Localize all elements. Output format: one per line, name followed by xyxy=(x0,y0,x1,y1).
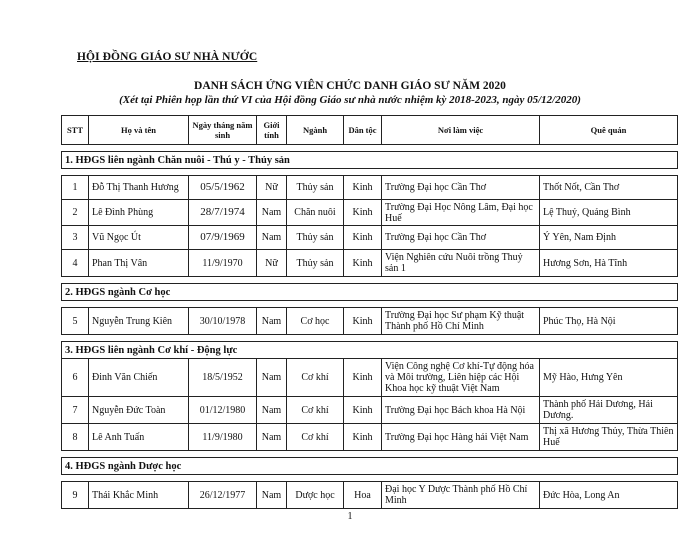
cell-workplace: Viện Nghiên cứu Nuôi trồng Thuỷ sản 1 xyxy=(382,250,540,277)
cell-name: Thái Khắc Minh xyxy=(89,482,189,509)
col-header-hometown: Quê quán xyxy=(540,116,678,145)
cell-field: Cơ khí xyxy=(287,359,344,397)
cell-dob: 05/5/1962 xyxy=(189,176,257,200)
cell-name: Phan Thị Vân xyxy=(89,250,189,277)
candidate-table xyxy=(61,115,678,509)
table-row xyxy=(62,308,678,335)
cell-sex: Nam xyxy=(257,359,287,397)
cell-dob: 30/10/1978 xyxy=(189,308,257,335)
cell-stt: 7 xyxy=(62,397,89,424)
cell-ethnic: Hoa xyxy=(344,482,382,509)
cell-ethnic: Kinh xyxy=(344,308,382,335)
section-title: 4. HĐGS ngành Dược học xyxy=(62,458,678,475)
cell-sex: Nam xyxy=(257,397,287,424)
cell-stt: 2 xyxy=(62,200,89,226)
cell-dob: 11/9/1980 xyxy=(189,424,257,451)
cell-stt: 4 xyxy=(62,250,89,277)
cell-hometown: Mỹ Hào, Hưng Yên xyxy=(540,359,678,397)
cell-hometown: Ý Yên, Nam Định xyxy=(540,226,678,250)
col-header-workplace: Nơi làm việc xyxy=(382,116,540,145)
cell-field: Dược học xyxy=(287,482,344,509)
cell-field: Cơ học xyxy=(287,308,344,335)
table-row xyxy=(62,250,678,277)
cell-sex: Nam xyxy=(257,424,287,451)
cell-name: Nguyễn Đức Toàn xyxy=(89,397,189,424)
document-subtitle: (Xét tại Phiên họp lần thứ VI của Hội đồng Giáo sư nhà nước nhiệm kỳ 2018-2023, ngày 05/12/2020) xyxy=(119,94,581,106)
cell-sex: Nam xyxy=(257,308,287,335)
cell-workplace: Trường Đại học Bách khoa Hà Nội xyxy=(382,397,540,424)
cell-stt: 5 xyxy=(62,308,89,335)
cell-field: Thủy sản xyxy=(287,250,344,277)
cell-hometown: Đức Hòa, Long An xyxy=(540,482,678,509)
cell-ethnic: Kinh xyxy=(344,424,382,451)
section-title: 2. HĐGS ngành Cơ học xyxy=(62,284,678,301)
cell-name: Lê Anh Tuấn xyxy=(89,424,189,451)
cell-ethnic: Kinh xyxy=(344,200,382,226)
cell-sex: Nam xyxy=(257,226,287,250)
section-title: 1. HĐGS liên ngành Chăn nuôi - Thú y - Thủy sản xyxy=(62,152,678,169)
cell-name: Đỗ Thị Thanh Hương xyxy=(89,176,189,200)
cell-dob: 01/12/1980 xyxy=(189,397,257,424)
table-row xyxy=(62,226,678,250)
section-row xyxy=(62,342,678,359)
table-row xyxy=(62,424,678,451)
cell-field: Thủy sản xyxy=(287,226,344,250)
cell-hometown: Thốt Nốt, Cần Thơ xyxy=(540,176,678,200)
cell-sex: Nữ xyxy=(257,176,287,200)
col-header-name: Họ và tên xyxy=(89,116,189,145)
cell-ethnic: Kinh xyxy=(344,226,382,250)
cell-name: Lê Đình Phùng xyxy=(89,200,189,226)
col-header-field: Ngành xyxy=(287,116,344,145)
table-row xyxy=(62,397,678,424)
cell-stt: 9 xyxy=(62,482,89,509)
cell-workplace: Viện Công nghệ Cơ khí-Tự động hóa và Môi trường, Liên hiệp các Hội Khoa học kỹ thuật Việt Nam xyxy=(382,359,540,397)
cell-workplace: Trường Đại học Hàng hải Việt Nam xyxy=(382,424,540,451)
cell-field: Chăn nuôi xyxy=(287,200,344,226)
cell-workplace: Trường Đại học Sư phạm Kỹ thuật Thành phố Hồ Chí Minh xyxy=(382,308,540,335)
cell-workplace: Đại học Y Dược Thành phố Hồ Chí Minh xyxy=(382,482,540,509)
section-row xyxy=(62,284,678,301)
cell-dob: 11/9/1970 xyxy=(189,250,257,277)
cell-hometown: Phúc Thọ, Hà Nội xyxy=(540,308,678,335)
col-header-ethnic: Dân tộc xyxy=(344,116,382,145)
col-header-sex: Giới tính xyxy=(257,116,287,145)
page-number: 1 xyxy=(347,511,353,522)
section-row xyxy=(62,458,678,475)
cell-field: Thủy sản xyxy=(287,176,344,200)
section-title: 3. HĐGS liên ngành Cơ khí - Động lực xyxy=(62,342,678,359)
cell-ethnic: Kinh xyxy=(344,250,382,277)
section-row xyxy=(62,152,678,169)
cell-ethnic: Kinh xyxy=(344,176,382,200)
cell-field: Cơ khí xyxy=(287,397,344,424)
col-header-stt: STT xyxy=(62,116,89,145)
table-header-row xyxy=(62,116,678,145)
cell-hometown: Hương Sơn, Hà Tĩnh xyxy=(540,250,678,277)
cell-dob: 18/5/1952 xyxy=(189,359,257,397)
cell-dob: 28/7/1974 xyxy=(189,200,257,226)
organization-header: HỘI ĐỒNG GIÁO SƯ NHÀ NƯỚC xyxy=(77,51,258,63)
cell-name: Đinh Văn Chiến xyxy=(89,359,189,397)
table-row xyxy=(62,359,678,397)
col-header-dob: Ngày tháng năm sinh xyxy=(189,116,257,145)
cell-stt: 1 xyxy=(62,176,89,200)
cell-sex: Nữ xyxy=(257,250,287,277)
cell-dob: 26/12/1977 xyxy=(189,482,257,509)
cell-name: Nguyễn Trung Kiên xyxy=(89,308,189,335)
cell-hometown: Thành phố Hải Dương, Hải Dương. xyxy=(540,397,678,424)
table-row xyxy=(62,176,678,200)
cell-field: Cơ khí xyxy=(287,424,344,451)
table-row xyxy=(62,200,678,226)
cell-name: Vũ Ngọc Út xyxy=(89,226,189,250)
cell-sex: Nam xyxy=(257,200,287,226)
cell-stt: 3 xyxy=(62,226,89,250)
cell-sex: Nam xyxy=(257,482,287,509)
cell-ethnic: Kinh xyxy=(344,397,382,424)
cell-dob: 07/9/1969 xyxy=(189,226,257,250)
cell-hometown: Lệ Thuỷ, Quảng Bình xyxy=(540,200,678,226)
cell-hometown: Thị xã Hương Thủy, Thừa Thiên Huế xyxy=(540,424,678,451)
cell-ethnic: Kinh xyxy=(344,359,382,397)
cell-workplace: Trường Đại học Cần Thơ xyxy=(382,226,540,250)
document-title: DANH SÁCH ỨNG VIÊN CHỨC DANH GIÁO SƯ NĂM 2020 xyxy=(194,80,506,92)
table-row xyxy=(62,482,678,509)
cell-stt: 6 xyxy=(62,359,89,397)
cell-stt: 8 xyxy=(62,424,89,451)
cell-workplace: Trường Đại Học Nông Lâm, Đại học Huế xyxy=(382,200,540,226)
cell-workplace: Trường Đại học Cần Thơ xyxy=(382,176,540,200)
